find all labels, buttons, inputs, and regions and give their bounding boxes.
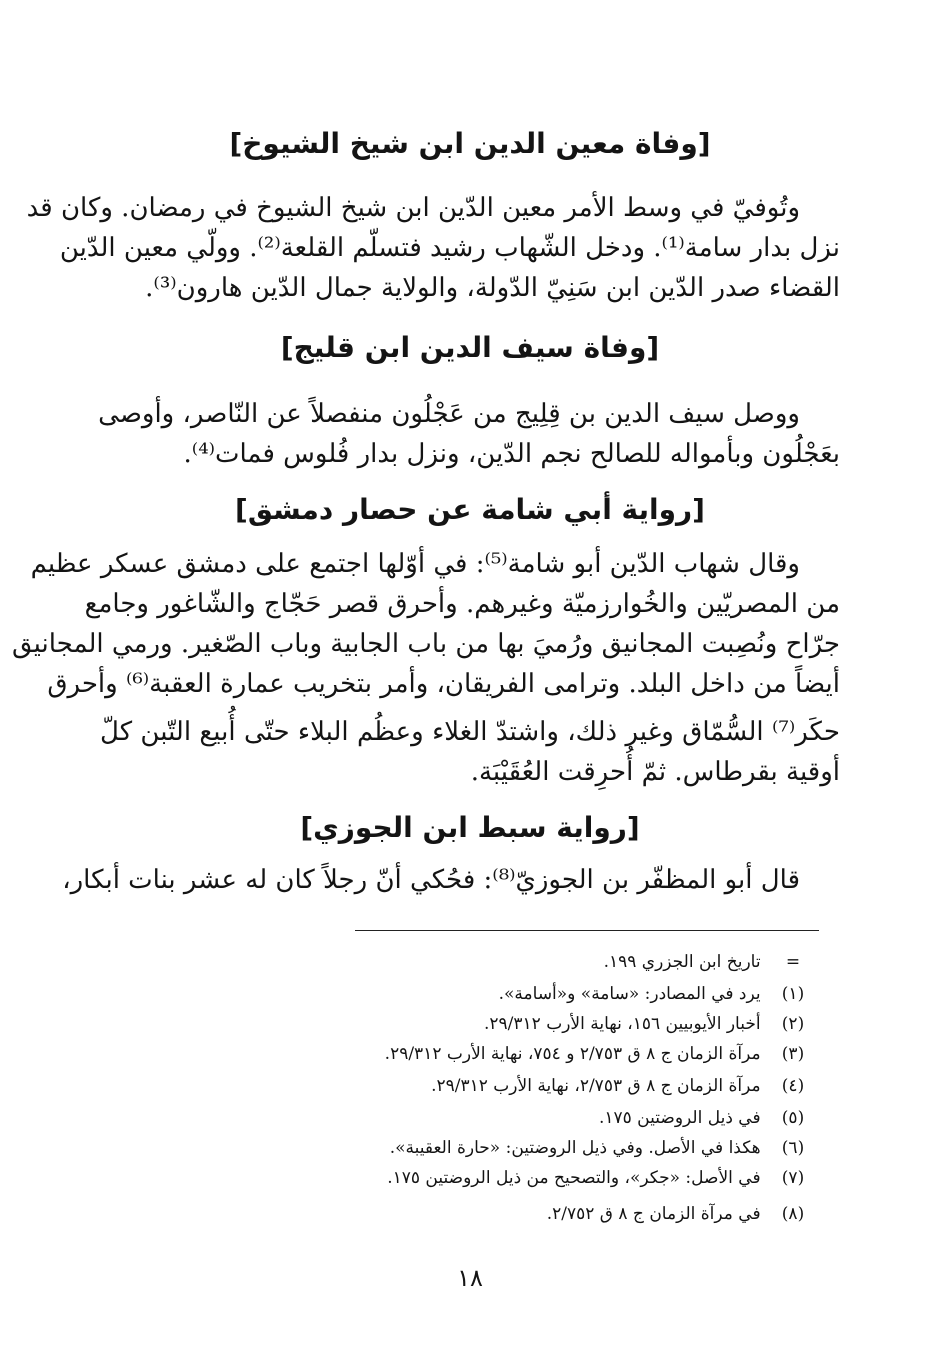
footnote-mark: (١) bbox=[781, 984, 805, 1004]
body-line: أوقية بقرطاس. ثمّ أُحرِقت العُقَيْبَة. bbox=[470, 757, 840, 787]
footnote-mark: (٤) bbox=[781, 1076, 805, 1096]
footnote bbox=[250, 1040, 820, 1068]
footnote bbox=[250, 980, 820, 1008]
body-line: وتُوفيّ في وسط الأمر معين الدّين ابن شيخ الشيوخ في رمضان. وكان قد bbox=[26, 193, 800, 223]
footnote bbox=[250, 1200, 820, 1228]
footnote-mark: (٣) bbox=[781, 1044, 805, 1064]
body-line: من المصريّين والخُوارزميّة وغيرهم. وأحرق قصر حَجّاج والشّاغور وجامع bbox=[84, 589, 840, 619]
footnote-mark: (٨) bbox=[781, 1204, 805, 1224]
footnote bbox=[250, 948, 820, 976]
footnote-text: أخبار الأيوبيين ١٥٦، نهاية الأرب ٢٩/٣١٢. bbox=[484, 1014, 761, 1034]
footnote-mark: (٥) bbox=[781, 1108, 805, 1128]
footnote-mark: (٢) bbox=[781, 1014, 805, 1034]
body-line: حكَر⁽⁷⁾ السُّمّاق وغير ذلك، واشتدّ الغلاء وعظُم البلاء حتّى أُبيع التّبن كلّ bbox=[100, 717, 840, 747]
footnote-separator bbox=[355, 930, 819, 931]
footnote-mark: (٧) bbox=[781, 1168, 805, 1188]
footnote bbox=[250, 1104, 820, 1132]
footnote-mark: = bbox=[785, 952, 801, 972]
body-line: وقال شهاب الدّين أبو شامة⁽⁵⁾: في أوّلها اجتمع على دمشق عسكر عظيم bbox=[30, 549, 800, 579]
body-line: قال أبو المظفّر بن الجوزيّ⁽⁸⁾: فحُكي أنّ رجلاً كان له عشر بنات أبكار، bbox=[62, 865, 800, 895]
footnote-text: يرد في المصادر: «سامة» و«أسامة». bbox=[498, 984, 761, 1004]
footnote-mark: (٦) bbox=[781, 1138, 805, 1158]
footnote-text: تاريخ ابن الجزري ١٩٩. bbox=[603, 952, 761, 972]
footnote bbox=[250, 1010, 820, 1038]
footnote bbox=[250, 1134, 820, 1162]
body-line: القضاء صدر الدّين ابن سَنِيّ الدّولة، والولاية جمال الدّين هارون⁽³⁾. bbox=[145, 273, 840, 303]
footnote-text: في مرآة الزمان ج ٨ ق ٢/٧٥٢. bbox=[546, 1204, 761, 1224]
footnote bbox=[250, 1164, 820, 1192]
body-line: أيضاً من داخل البلد. وترامى الفريقان، وأمر بتخريب عمارة العقبة⁽⁶⁾ وأحرق bbox=[47, 669, 840, 699]
section-heading: [وفاة سيف الدين ابن قليج] bbox=[280, 331, 660, 364]
footnote-text: هكذا في الأصل. وفي ذيل الروضتين: «حارة العقيبة». bbox=[389, 1138, 761, 1158]
body-line: بعَجْلُون وبأمواله للصالح نجم الدّين، ونزل بدار فُلوس فمات⁽⁴⁾. bbox=[183, 439, 840, 469]
footnote-text: في ذيل الروضتين ١٧٥. bbox=[598, 1108, 761, 1128]
footnote-text: في الأصل: «جكر»، والتصحيح من ذيل الروضتين ١٧٥. bbox=[387, 1168, 761, 1188]
page-number: ١٨ bbox=[457, 1264, 483, 1292]
body-line: ووصل سيف الدين بن قِلِيج من عَجْلُون منفصلاً عن النّاصر، وأوصى bbox=[98, 399, 800, 429]
section-heading: [رواية أبي شامة عن حصار دمشق] bbox=[235, 493, 705, 526]
footnote-text: مرآة الزمان ج ٨ ق ٢/٧٥٣، نهاية الأرب ٢٩/٣١٢. bbox=[431, 1076, 761, 1096]
body-line: جرّاح ونُصِبت المجانيق ورُميَ بها من باب الجابية وباب الصّغير. ورمي المجانيق bbox=[11, 629, 840, 659]
section-heading: [وفاة معين الدين ابن شيخ الشيوخ] bbox=[229, 127, 711, 160]
body-line: نزل بدار سامة⁽¹⁾. ودخل الشّهاب رشيد فتسلّم القلعة⁽²⁾. وولّي معين الدّين bbox=[59, 233, 840, 263]
footnote bbox=[250, 1072, 820, 1100]
section-heading: [رواية سبط ابن الجوزي] bbox=[300, 811, 640, 844]
footnote-text: مرآة الزمان ج ٨ ق ٢/٧٥٣ و ٧٥٤، نهاية الأرب ٢٩/٣١٢. bbox=[384, 1044, 761, 1064]
